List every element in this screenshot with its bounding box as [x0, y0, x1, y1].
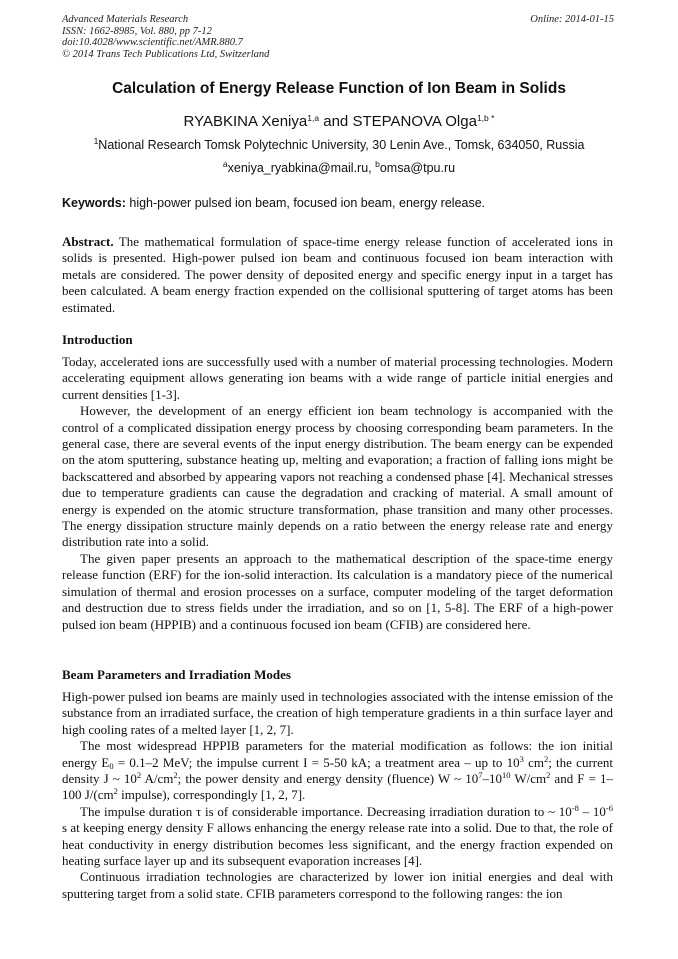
paper-title: Calculation of Energy Release Function of Ion Beam in Solids: [112, 80, 566, 97]
author-2: STEPANOVA Olga: [352, 113, 477, 130]
author-1-sup: 1,a: [307, 113, 320, 123]
intro-paragraph: The given paper presents an approach to the mathematical description of the space-time energy release function (ERF) for the ion-solid interaction. Its calculation is a mandatory piece of the numerical simulation of thermal and erosion processes on a surface, computer modeling of the target deformation and destruction due to stress fields under the irradiation, and so on [1, 5-8]. The ERF of a high-power pulsed ion beam (HPPIB) and a continuous focused ion beam (CFIB) are considered here.: [62, 550, 613, 632]
introduction-body: [62, 354, 613, 633]
email-b-sup: b: [375, 159, 380, 169]
email-line: [0, 161, 678, 175]
author-2-sup: 1,b *: [476, 113, 495, 123]
email-b[interactable]: omsa@tpu.ru: [379, 161, 456, 175]
author-line: [0, 113, 678, 130]
beam-parameters-heading: Beam Parameters and Irradiation Modes: [62, 667, 291, 682]
affiliation-sup: 1: [93, 136, 99, 146]
beam-paragraph: Continuous irradiation technologies are characterized by lower ion initial energies and deal with sputtering target from a solid state. CFIB parameters correspond to the following ranges: the ion: [62, 869, 613, 901]
keywords: [62, 196, 485, 210]
abstract-label: Abstract.: [62, 234, 114, 249]
doi-line: doi:10.4028/www.scientific.net/AMR.880.7: [62, 37, 243, 49]
abstract-text: The mathematical formulation of space-time energy release function of accelerated ions in solids is presented. High-power pulsed ion beam and continuous focused ion beam interaction with metals are considered. The power density of deposited energy and specific energy input in a target has been calculated. A beam energy fraction expended on the collisional sputtering of target atoms has been estimated.: [62, 234, 613, 315]
author-and: and: [319, 113, 353, 130]
beam-paragraph: The most widespread HPPIB parameters for the material modification as follows: the ion initial energy $E_0 = 0.1-2$ MeV; the impulse current I = 5-50 kA; a treatment area – up to $10^3$ $cm^2$; the current density J ~ $10^2$ $A/cm^2$; the power density and energy density (fluence) W ~ $10^7-10^{10}$ $W/cm^2$ and F = 1–100 $J/(cm^2$ impulse), correspondingly [1, 2, 7].: [62, 738, 614, 803]
intro-paragraph: However, the development of an energy efficient ion beam technology is accompanied with the control of a complicated dissipation energy process by choosing corresponding beam parameters. In the general case, there are several events of the input energy distribution. The beam energy can be expended on the atom sputtering, substance heating up, melting and evaporation; a fraction of falling ions might be backscattered and absorbed by appearing vapors not reaching a condensed phase [4]. Mechanical stresses due to temperature gradients can cause the degradation and cracking of material. A small amount of energy is expended on the atomic structure transformation, phase transition and many other processes. The energy dissipation structure mainly depends on a ratio between the energy release rate and energy distribution rate into a solid.: [62, 403, 613, 550]
copyright-line: © 2014 Trans Tech Publications Ltd, Switzerland: [62, 48, 270, 60]
introduction-heading: Introduction: [62, 332, 133, 347]
keywords-text: high-power pulsed ion beam, focused ion beam, energy release.: [125, 196, 486, 210]
affiliation-text: National Research Tomsk Polytechnic University, 30 Lenin Ave., Tomsk, 634050, Russia: [98, 138, 585, 152]
intro-paragraph: Today, accelerated ions are successfully used with a number of material processing technologies. Modern accelerating equipment allows generating ion beams with a wide range of particle initial energies and current densities [1-3].: [62, 354, 613, 402]
email-a[interactable]: xeniya_ryabkina@mail.ru,: [227, 161, 376, 175]
keywords-label: Keywords:: [62, 196, 126, 210]
beam-parameters-body: [62, 689, 613, 902]
author-1: RYABKINA Xeniya: [183, 113, 308, 130]
affiliation: [0, 138, 678, 152]
journal-name: Advanced Materials Research: [62, 14, 189, 25]
abstract: [62, 234, 613, 316]
email-a-sup: a: [222, 159, 228, 169]
issn-line: ISSN: 1662-8985, Vol. 880, pp 7-12: [62, 25, 212, 37]
online-date: Online: 2014-01-15: [530, 14, 614, 25]
beam-paragraph: High-power pulsed ion beams are mainly used in technologies associated with the intense emission of the substance from an irradiated surface, the creation of high temperature gradients in a thin surface layer and high cooling rates of a melted layer [1, 2, 7].: [62, 689, 613, 737]
beam-paragraph: The impulse duration τ is of considerable importance. Decreasing irradiation duration to ~ $10^{-8} - 10^{-6}$ s at keeping energy density F allows enhancing the energy release rate into a solid. Due to that, the role of heat conductivity in energy distribution becomes less significant, and the energy fraction expended on heating surface layer up and its subsequent evaporation increases [4].: [62, 802, 614, 869]
